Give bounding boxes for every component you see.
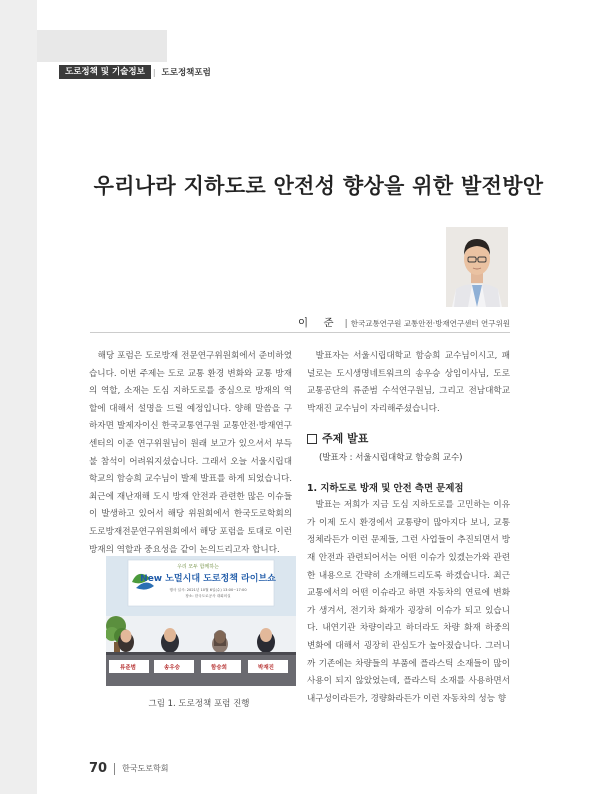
nameplate-2: 송우승 bbox=[164, 665, 180, 671]
banner-main-text: New 노멀시대 도로정책 라이브쇼 bbox=[140, 574, 276, 584]
section-heading bbox=[307, 430, 510, 448]
body-paragraph: 발표는 저희가 지금 도심 지하도로를 고민하는 이유가 이제 도시 환경에서 교통량이 많아지다 보니, 교통정체라든가 이런 문제들, 그런 사업들이 추진되면서 방재 안전과 관련되어서는 어떤 이슈가 있겠는가와 관련한 내용으로 간략히 소개해드리도록 하겠습니다. 최근 교통에서의 어떤 이슈라고 하면 자동차의 연료에 변화가 생겨서, 전기차 화재가 굉장히 이슈가 되고 있습니다. 내연기관 차량이라고 하더라도 차량 화재 하중의 변화에 대해서 굉장히 관심도가 높아졌습니다. 그러니까 기존에는 차량들의 부품에 플라스틱 소재들이 많이 사용이 되지 않았었는데, 플라스틱 소재를 사용하면서 내구성이라든가, 경량화라든가 이런 자동차의 성능 향 bbox=[307, 500, 510, 704]
header-separator: | bbox=[152, 67, 156, 77]
banner-sub2-text: 장소: 한국도로공사 대회의실 bbox=[185, 594, 231, 598]
figure-caption: 그림 1. 도로정책 포럼 진행 bbox=[148, 699, 250, 709]
author-separator: | bbox=[344, 319, 348, 329]
page-footer bbox=[89, 761, 168, 776]
right-column bbox=[307, 348, 510, 708]
running-header bbox=[37, 62, 600, 82]
subsection-heading: 1. 지하도로 방재 및 안전 측면 문제점 bbox=[307, 482, 464, 494]
page-number: 70 bbox=[89, 761, 108, 776]
title-divider bbox=[90, 332, 510, 333]
panel-intro-paragraph: 발표자는 서울시립대학교 함승희 교수님이시고, 패널로는 도시생명네트워크의 송우승 상임이사님, 도로교통공단의 류준범 수석연구원님, 그리고 전남대학교 박재진 교수님이 자리해주셨습니다. bbox=[307, 351, 510, 414]
section-heading-text: 주제 발표 bbox=[322, 432, 369, 446]
presenter-note: (발표자 : 서울시립대학교 함승희 교수) bbox=[319, 452, 463, 463]
banner-sub1-text: 행사 일시: 2021년 10월 6일(수) 13:00~17:00 bbox=[169, 588, 247, 592]
forum-photo-illustration bbox=[106, 556, 296, 686]
nameplate-4: 박재진 bbox=[258, 665, 274, 671]
nameplate-3: 함승희 bbox=[211, 665, 227, 671]
author-line bbox=[298, 315, 510, 330]
section-tag: 도로정책포럼 bbox=[161, 68, 211, 78]
nameplate-1: 류준범 bbox=[120, 665, 136, 671]
banner-small-text: 우리 모두 함께하는 bbox=[177, 564, 219, 570]
author-photo bbox=[446, 227, 508, 307]
left-column bbox=[89, 348, 292, 559]
article-title: 우리나라 지하도로 안전성 향상을 위한 발전방안 bbox=[93, 174, 544, 198]
header-decoration bbox=[37, 30, 167, 62]
intro-paragraph: 해당 포럼은 도로방재 전문연구위원회에서 준비하였습니다. 이번 주제는 도로 교통 환경 변화와 교통 방재의 역할, 소재는 도심 지하도로를 중심으로 방재의 역할에 대해서 설명을 드릴 예정입니다. 양해 말씀을 구하자면 발제자이신 한국교통연구원 교통안전·방재연구센터의 이준 연구위원님이 원래 보고가 있으셔서 부득불 참석이 어려워지셨습니다. 그래서 오늘 서울시립대학교의 함승희 교수님이 발제 발표를 하게 되었습니다. 최근에 재난재해 도시 방재 안전과 관련한 많은 이슈들이 발생하고 있어서 해당 위원회에서 한국도로학회의 도로방재전문연구위원회에서 해당 포럼을 토대로 이런 방재의 역할과 중요성을 같이 논의드리고자 합니다. bbox=[89, 351, 292, 555]
author-portrait-illustration bbox=[446, 227, 508, 307]
author-name: 이 준 bbox=[298, 317, 340, 329]
footer-separator bbox=[114, 763, 115, 775]
square-bullet-icon bbox=[307, 434, 317, 444]
page-side-strip bbox=[0, 0, 37, 794]
category-tag: 도로정책 및 기술정보 bbox=[59, 65, 151, 79]
author-affiliation: 한국교통연구원 교통안전·방재연구센터 연구위원 bbox=[350, 319, 510, 328]
forum-photo bbox=[106, 556, 296, 686]
journal-name: 한국도로학회 bbox=[122, 764, 169, 773]
